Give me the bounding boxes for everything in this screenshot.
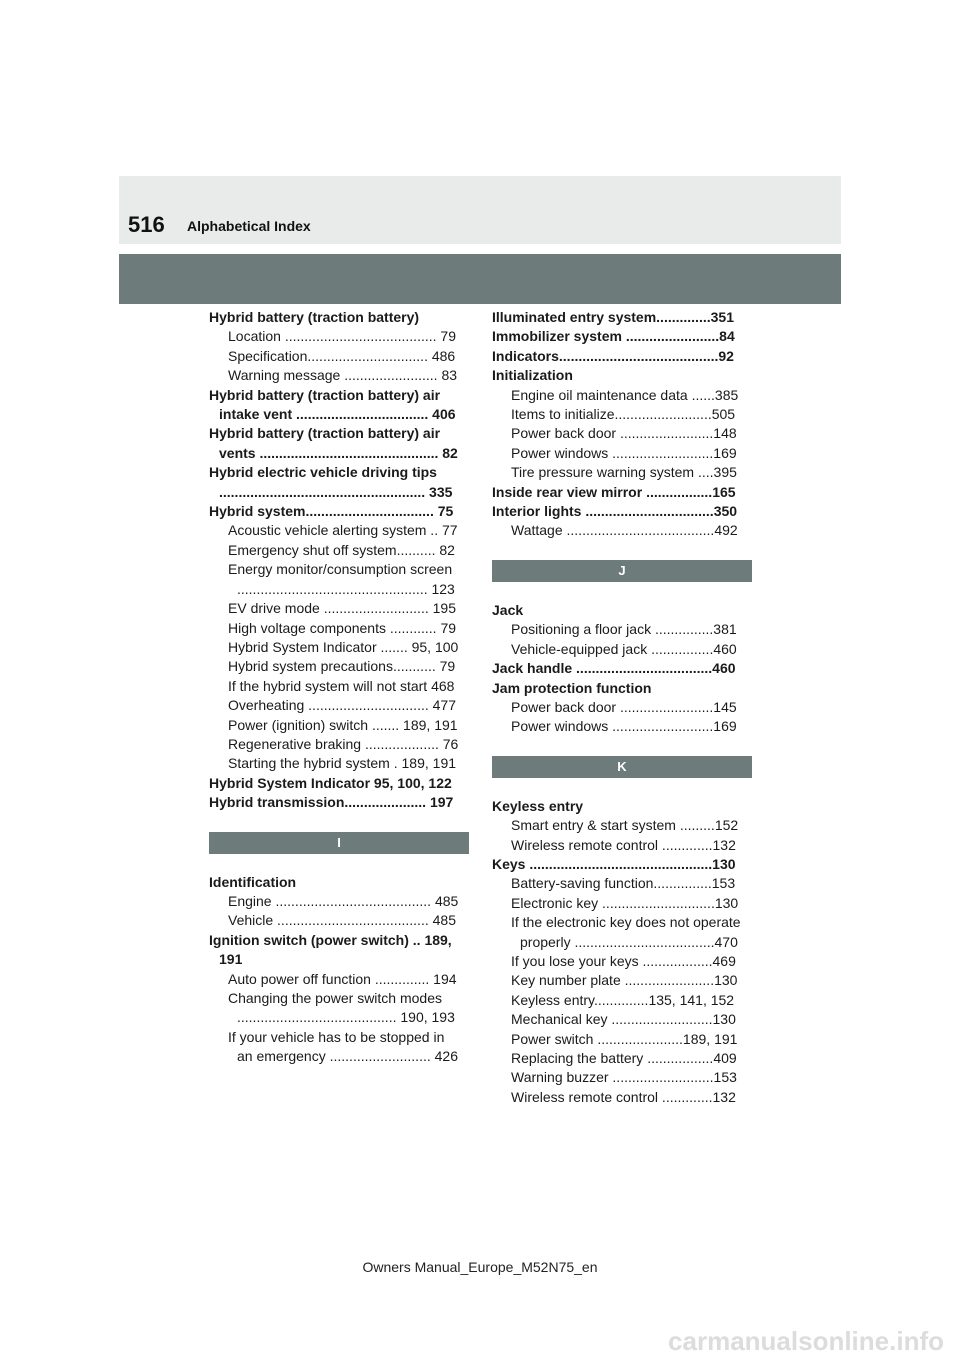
index-entry: Identification [209, 873, 297, 890]
index-entry: an emergency .......................... 426 [237, 1048, 458, 1065]
index-entry: Power back door ........................145 [511, 698, 737, 715]
index-entry: Key number plate .......................130 [511, 972, 738, 989]
index-entry: Wireless remote control .............132 [511, 836, 736, 853]
index-entry: Starting the hybrid system . 189, 191 [228, 755, 457, 772]
index-entry: Jack handle ...................................460 [492, 660, 736, 677]
index-entry: Electronic key .............................130 [511, 894, 739, 911]
index-entry: Changing the power switch modes [228, 990, 443, 1006]
index-entry: Power windows ..........................169 [511, 718, 737, 735]
index-entry: Illuminated entry system..............351 [492, 309, 734, 325]
index-entry: Jam protection function [492, 679, 652, 696]
index-entry: If the hybrid system will not start 468 [228, 677, 455, 694]
index-column-right [492, 308, 752, 1107]
index-entry: Auto power off function .............. 194 [228, 970, 457, 987]
index-entry: If you lose your keys ..................469 [511, 952, 736, 969]
index-entry: Hybrid electric vehicle driving tips [209, 464, 437, 481]
index-entry: Indicators.........................................92 [492, 347, 734, 364]
index-entry: If your vehicle has to be stopped in [228, 1028, 445, 1045]
index-entry: Jack [492, 601, 524, 618]
header-dark-bar [119, 254, 841, 304]
index-entry: Immobilizer system ........................84 [492, 328, 735, 345]
index-entry: intake vent .................................. 406 [219, 406, 456, 423]
index-entry: Power back door ........................148 [511, 425, 737, 442]
index-entry: ................................................. 123 [237, 580, 455, 597]
index-entry: Emergency shut off system.......... 82 [228, 541, 455, 558]
index-entry: Inside rear view mirror .................165 [492, 483, 736, 500]
index-entry: Battery-saving function...............153 [511, 875, 736, 892]
index-entry: Replacing the battery .................409 [511, 1050, 737, 1066]
index-entry: Overheating ............................... 477 [228, 697, 456, 714]
section-title: Alphabetical Index [187, 218, 311, 234]
index-entry: Engine ........................................ 485 [228, 892, 459, 909]
index-entry: Wireless remote control .............132 [511, 1088, 736, 1105]
index-entry: Hybrid transmission..................... 197 [209, 794, 454, 811]
index-entry: Keys ...............................................130 [492, 855, 736, 872]
index-entry: Warning buzzer ..........................153 [511, 1069, 737, 1086]
page-number: 516 [128, 212, 165, 237]
index-entry: Hybrid System Indicator 95, 100, 122 [209, 774, 452, 791]
watermark: carmanualsonline.info [668, 1326, 944, 1356]
index-entry: Specification............................... 486 [228, 347, 456, 364]
index-entry: Interior lights .................................350 [492, 503, 738, 520]
index-entry: Hybrid battery (traction battery) air [209, 425, 441, 442]
index-entry: Acoustic vehicle alerting system .. 77 [228, 522, 458, 539]
index-entry: Hybrid System Indicator ....... 95, 100 [228, 638, 459, 655]
index-entry: Vehicle ....................................... 485 [228, 912, 456, 929]
index-entry: Power (ignition) switch ....... 189, 191 [228, 716, 458, 733]
index-entry: High voltage components ............ 79 [228, 619, 457, 636]
index-entry: Regenerative braking ................... 76 [228, 735, 459, 752]
index-entry: Keyless entry [492, 797, 584, 814]
index-entry: Hybrid battery (traction battery) air [209, 386, 441, 403]
index-entry: ......................................... 190, 193 [237, 1009, 455, 1026]
index-entry: Tire pressure warning system ....395 [511, 464, 737, 481]
index-entry: Hybrid battery (traction battery) [209, 309, 420, 325]
section-letter-bar: K [492, 756, 752, 778]
index-entry: ..................................................... 335 [219, 483, 453, 500]
footer-text: Owners Manual_Europe_M52N75_en [362, 1259, 598, 1275]
index-entry: Power windows ..........................169 [511, 444, 737, 461]
index-entry: If the electronic key does not operate [511, 914, 741, 931]
index-entry: Keyless entry..............135, 141, 152 [511, 991, 735, 1008]
section-letter-bar: J [492, 560, 752, 582]
index-entry: Location ....................................... 79 [228, 328, 456, 345]
index-entry: Energy monitor/consumption screen [228, 561, 453, 578]
index-entry: properly ....................................470 [520, 933, 738, 950]
index-entry: Warning message ........................ 83 [228, 367, 458, 384]
index-entry: Smart entry & start system .........152 [511, 817, 739, 834]
index-entry: 191 [219, 951, 243, 968]
index-entry: Mechanical key ..........................130 [511, 1011, 736, 1028]
index-entry: Items to initialize.........................505 [511, 406, 736, 423]
index-entry: Hybrid system precautions........... 79 [228, 658, 456, 675]
section-letter-bar: I [209, 832, 469, 854]
index-entry: EV drive mode ........................... 195 [228, 600, 456, 617]
index-entry: Wattage ......................................492 [511, 522, 738, 539]
index-entry: Power switch ......................189, 191 [511, 1030, 738, 1047]
index-entry: Vehicle-equipped jack ................460 [511, 640, 737, 657]
index-entry: Initialization [492, 367, 573, 384]
index-entry: Ignition switch (power switch) .. 189, [209, 931, 452, 948]
index-entry: Positioning a floor jack ...............381 [511, 621, 737, 638]
index-column-left [209, 308, 469, 1067]
index-entry: Engine oil maintenance data ......385 [511, 386, 739, 403]
index-entry: vents .............................................. 82 [219, 444, 458, 461]
index-entry: Hybrid system................................. 75 [209, 503, 454, 520]
